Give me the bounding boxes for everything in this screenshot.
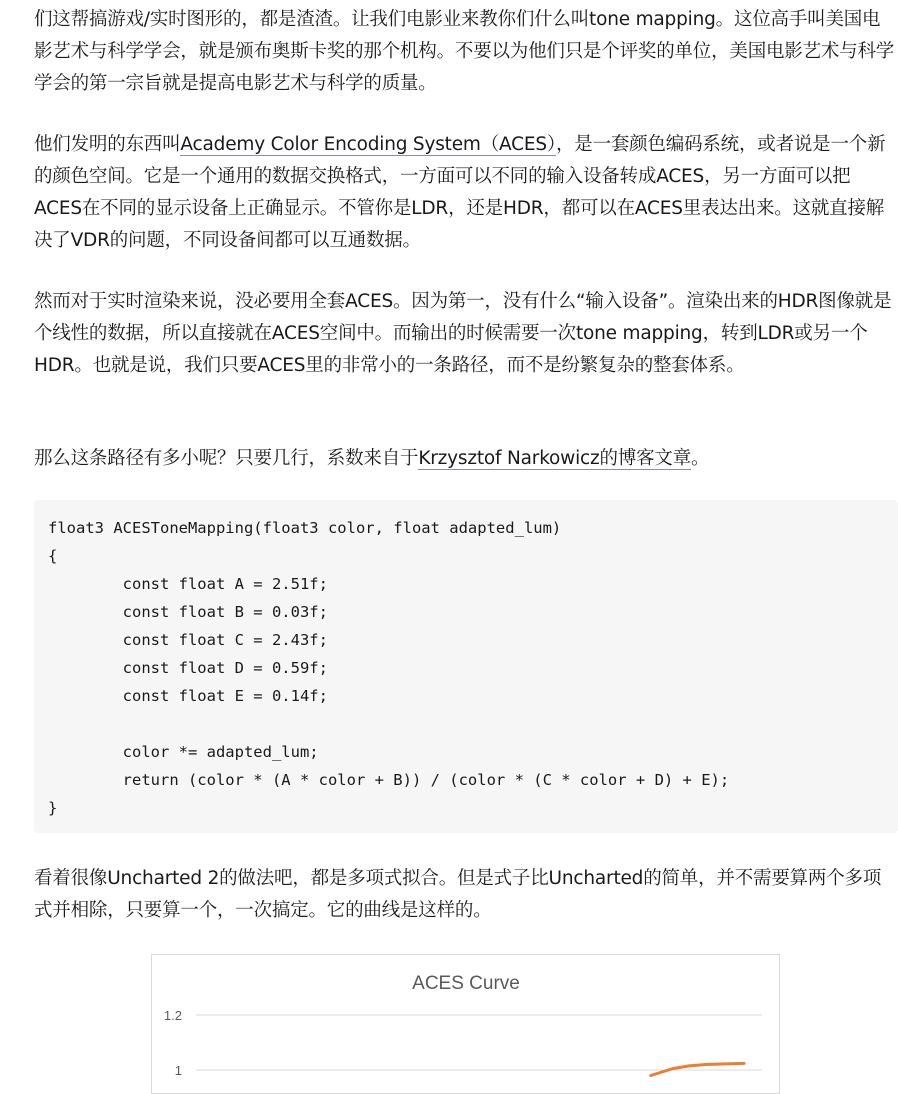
chart-title: ACES Curve [412, 973, 520, 994]
paragraph-comparison [34, 863, 896, 927]
paragraph-intro-text: 们这帮搞游戏/实时图形的，都是渣渣。让我们电影业来教你们什么叫tone mapping。这位高手叫美国电影艺术与科学学会，就是颁布奥斯卡奖的那个机构。不要以为他们只是个评奖的单位，美国电影艺术与科学学会的第一宗旨就是提高电影艺术与科学的质量。 [34, 9, 895, 94]
paragraph-realtime [34, 286, 896, 382]
aces-curve-chart [152, 955, 779, 1094]
paragraph-path [34, 443, 896, 475]
paragraph-aces-text-after: ，是一套颜色编码系统，或者说是一个新的颜色空间。它是一个通用的数据交换格式，一方面可以不同的输入设备转成ACES，另一方面可以把ACES在不同的显示设备上正确显示。不管你是LDR，还是HDR，都可以在ACES里表达出来。这就直接解决了VDR的问题，不同设备间都可以互通数据。 [34, 134, 886, 251]
paragraph-realtime-text: 然而对于实时渲染来说，没必要用全套ACES。因为第一，没有什么“输入设备”。渲染出来的HDR图像就是个线性的数据，所以直接就在ACES空间中。而输出的时候需要一次tone mapping，转到LDR或另一个HDR。也就是说，我们只要ACES里的非常小的一条路径，而不是纷繁复杂的整套体系。 [34, 291, 892, 376]
paragraph-intro [34, 4, 896, 100]
paragraph-path-text-before: 那么这条路径有多小呢？只要几行，系数来自于 [34, 448, 419, 469]
aces-link[interactable]: Academy Color Encoding System（ACES） [180, 134, 556, 155]
paragraph-aces [34, 129, 896, 257]
paragraph-aces-text-before: 他们发明的东西叫 [34, 134, 181, 155]
y-tick-label: 1.2 [163, 1008, 182, 1023]
aces-curve-figure [151, 954, 780, 1094]
y-tick-label: 1 [174, 1063, 182, 1078]
series-line [651, 1063, 744, 1075]
code-text: float3 ACESToneMapping(float3 color, float adapted_lum) { const float A = 2.51f; const float B = 0.03f; const float C = 2.43f; const float D = 0.59f; const float E = 0.14f; color *= adapted_lum; return (color * (A * color + B)) / (color * (C * color + D) + E); } [48, 519, 730, 817]
paragraph-comparison-text: 看着很像Uncharted 2的做法吧，都是多项式拟合。但是式子比Uncharted的简单，并不需要算两个多项式并相除，只要算一个，一次搞定。它的曲线是这样的。 [34, 868, 882, 921]
paragraph-path-text-after: 。 [691, 448, 710, 469]
blog-link[interactable]: Krzysztof Narkowicz的博客文章 [418, 448, 692, 469]
code-block [34, 500, 898, 833]
